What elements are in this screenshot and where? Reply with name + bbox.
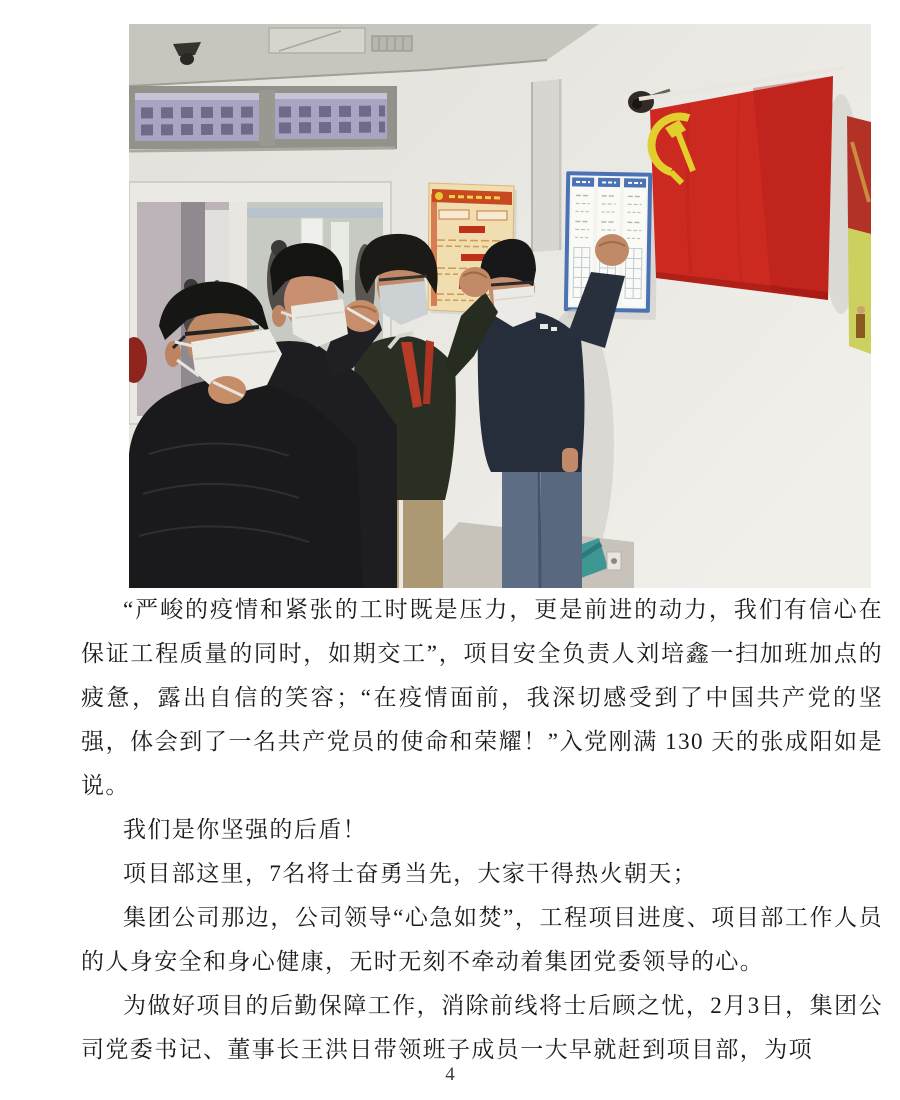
paragraph: “严峻的疫情和紧张的工时既是压力，更是前进的动力，我们有信心在保证工程质量的同时，如期交工”，项目安全负责人刘培鑫一扫加班加点的疲惫，露出自信的笑容；“在疫情面前，我深切感受到了中国共产党的坚强，体会到了一名共产党员的使命和荣耀！”入党刚满 130 天的张成阳如是说。 bbox=[81, 597, 883, 798]
paragraph: 项目部这里，7名将士奋勇当先，大家干得热火朝天； bbox=[123, 861, 698, 886]
side-poster bbox=[847, 116, 871, 354]
paragraph: 为做好项目的后勤保障工作，消除前线将士后顾之忧，2月3日，集团公司党委书记、董事长王洪日带领班子成员一大早就赶到项目部，为项 bbox=[81, 993, 883, 1062]
raised-fist bbox=[595, 234, 629, 266]
oath-photo bbox=[129, 24, 871, 588]
paragraph: 我们是你坚强的后盾！ bbox=[123, 817, 367, 842]
wall-corner-duct bbox=[532, 79, 562, 252]
article-body bbox=[81, 588, 883, 1072]
page-number: 4 bbox=[445, 1064, 455, 1085]
paragraph: 集团公司那边，公司领导“心急如焚”，工程项目进度、项目部工作人员的人身安全和身心健康，无时无刻不牵动着集团党委领导的心。 bbox=[81, 905, 883, 974]
upper-window bbox=[129, 86, 397, 151]
wall-outlet bbox=[607, 552, 621, 570]
